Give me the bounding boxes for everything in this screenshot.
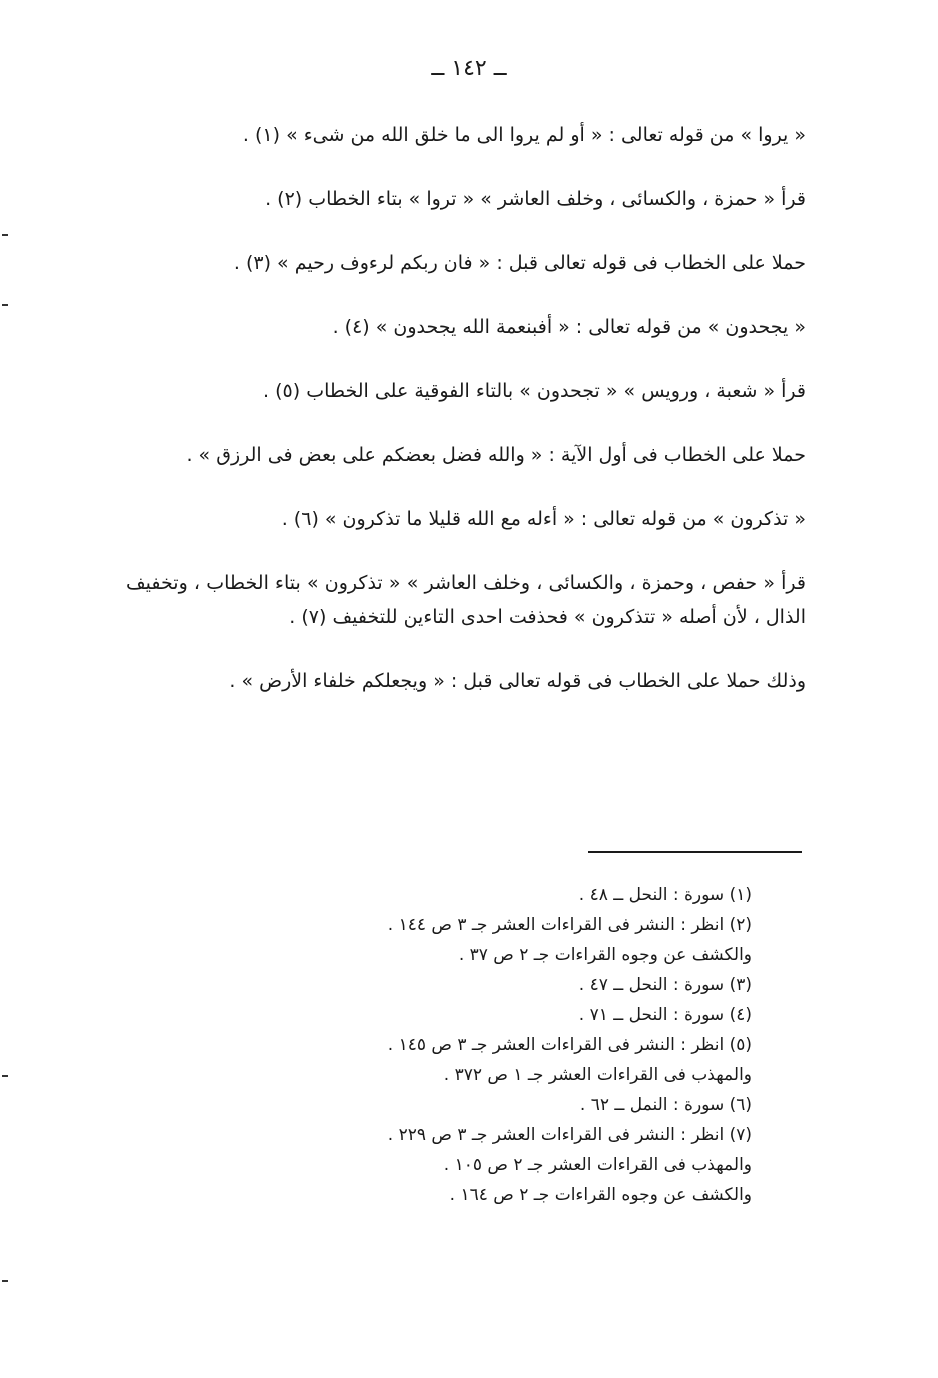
footnote-line: (٤) سورة : النحل ــ ٧١ . <box>578 1005 752 1025</box>
paragraph: وذلك حملا على الخطاب فى قوله تعالى قبل : « ويجعلكم خلفاء الأرض » . <box>229 670 806 692</box>
footnote-line: (٧) انظر : النشر فى القراءات العشر جـ ٣ ص ٢٢٩ . <box>387 1125 752 1145</box>
scan-mark <box>2 304 8 306</box>
footnote-line: والمهذب فى القراءات العشر جـ ٢ ص ١٠٥ . <box>443 1155 752 1175</box>
footnote-line: والكشف عن وجوه القراءات جـ ٢ ص ١٦٤ . <box>449 1185 752 1205</box>
footnote-line: (٢) انظر : النشر فى القراءات العشر جـ ٣ ص ١٤٤ . <box>387 915 752 935</box>
scan-mark <box>2 234 8 236</box>
paragraph: قرأ « حفص ، وحمزة ، والكسائى ، وخلف العاشر » « تذكرون » بتاء الخطاب ، وتخفيف الذال ، لأن أصله « تتذكرون » فحذفت احدى التاءين للتخفيف (٧) . <box>126 572 806 628</box>
paragraph: « تذكرون » من قوله تعالى : « أءله مع الله قليلا ما تذكرون » (٦) . <box>281 508 806 530</box>
footnote-line: (٦) سورة : النمل ــ ٦٢ . <box>579 1095 752 1115</box>
paragraph: حملا على الخطاب فى أول الآية : « والله فضل بعضكم على بعض فى الرزق » . <box>186 444 806 466</box>
footnote-line: (٣) سورة : النحل ــ ٤٧ . <box>578 975 752 995</box>
footnote-line: (١) سورة : النحل ــ ٤٨ . <box>578 885 752 905</box>
page-number: ــ ١٤٢ ــ <box>431 56 507 81</box>
footnote-separator <box>588 851 802 853</box>
footnote-line: والكشف عن وجوه القراءات جـ ٢ ص ٣٧ . <box>458 945 752 965</box>
paragraph: قرأ « شعبة ، ورويس » « تجحدون » بالتاء الفوقية على الخطاب (٥) . <box>263 380 806 402</box>
footnotes <box>200 880 752 1210</box>
paragraph: قرأ « حمزة ، والكسائى ، وخلف العاشر » « تروا » بتاء الخطاب (٢) . <box>265 188 806 210</box>
paragraph: « يروا » من قوله تعالى : « أو لم يروا الى ما خلق الله من شىء » (١) . <box>242 124 806 146</box>
scan-mark <box>2 1075 8 1077</box>
footnote-line: والمهذب فى القراءات العشر جـ ١ ص ٣٧٢ . <box>443 1065 752 1085</box>
scan-mark <box>2 1280 8 1282</box>
paragraph: حملا على الخطاب فى قوله تعالى قبل : « فان ربكم لرءوف رحيم » (٣) . <box>233 252 806 274</box>
paragraph: « يجحدون » من قوله تعالى : « أفبنعمة الله يجحدون » (٤) . <box>332 316 806 338</box>
footnote-line: (٥) انظر : النشر فى القراءات العشر جـ ٣ ص ١٤٥ . <box>387 1035 752 1055</box>
body-text <box>126 118 806 728</box>
